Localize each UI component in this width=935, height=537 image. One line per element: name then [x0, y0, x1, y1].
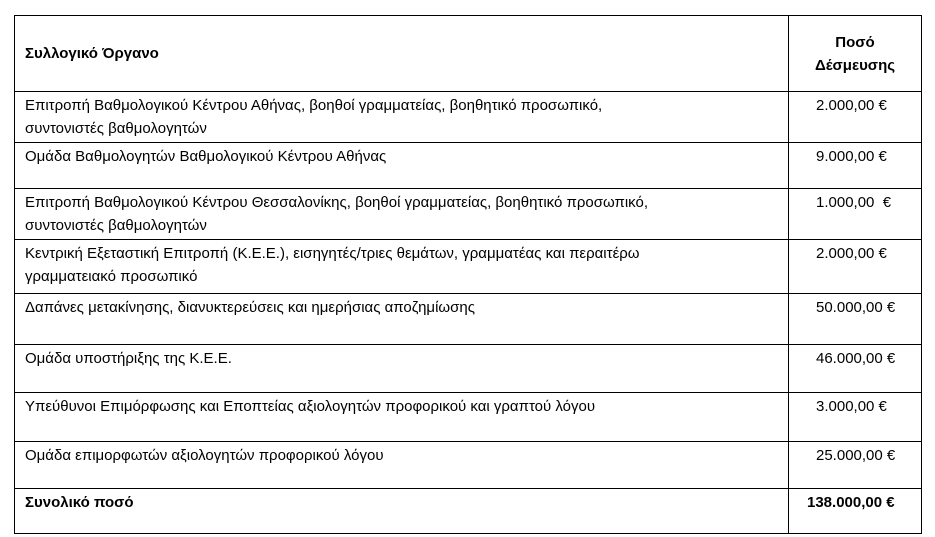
- header-amount-line1: Ποσό: [835, 33, 875, 51]
- row-description: [15, 92, 789, 143]
- row-description-line1: Ομάδα επιμορφωτών αξιολογητών προφορικού λόγου: [25, 447, 384, 464]
- row-description-line1: Ομάδα υποστήριξης της Κ.Ε.Ε.: [25, 350, 232, 367]
- row-amount: 2.000,00 €: [789, 240, 922, 294]
- row-description: [15, 143, 789, 189]
- row-description-line1: Επιτροπή Βαθμολογικού Κέντρου Αθήνας, βοηθοί γραμματείας, βοηθητικό προσωπικό,: [25, 97, 603, 114]
- header-amount-line2: Δέσμευσης: [814, 56, 896, 74]
- row-description: [15, 393, 789, 442]
- row-description: [15, 240, 789, 294]
- table-header-row: [15, 16, 922, 92]
- table-row: [15, 345, 922, 393]
- table-row: [15, 92, 922, 143]
- row-amount: 3.000,00 €: [789, 393, 922, 442]
- table-row: [15, 442, 922, 489]
- table-row: [15, 143, 922, 189]
- table-row: [15, 240, 922, 294]
- header-commitment-amount: [789, 16, 922, 92]
- row-description-line2: γραμματειακό προσωπικό: [25, 268, 198, 285]
- row-description-line1: Ομάδα Βαθμολογητών Βαθμολογικού Κέντρου Αθήνας: [25, 148, 387, 165]
- row-description-line2: συντονιστές βαθμολογητών: [25, 120, 207, 137]
- row-description: [15, 345, 789, 393]
- row-description-line2: συντονιστές βαθμολογητών: [25, 217, 207, 234]
- table-row: [15, 393, 922, 442]
- row-description: [15, 294, 789, 345]
- row-description-line1: Υπεύθυνοι Επιμόρφωσης και Εποπτείας αξιολογητών προφορικού και γραπτού λόγου: [25, 398, 596, 415]
- total-row: [15, 489, 922, 534]
- row-amount: 50.000,00 €: [789, 294, 922, 345]
- row-amount: 1.000,00 €: [789, 189, 922, 240]
- row-amount: 9.000,00 €: [789, 143, 922, 189]
- table-row: [15, 189, 922, 240]
- total-label: Συνολικό ποσό: [15, 489, 789, 534]
- table-row: [15, 294, 922, 345]
- row-amount: 25.000,00 €: [789, 442, 922, 489]
- row-amount: 2.000,00 €: [789, 92, 922, 143]
- row-description-line1: Δαπάνες μετακίνησης, διανυκτερεύσεις και ημερήσιας αποζημίωσης: [25, 299, 475, 316]
- row-description-line1: Κεντρική Εξεταστική Επιτροπή (Κ.Ε.Ε.), εισηγητές/τριες θεμάτων, γραμματέας και περαιτέρω: [25, 245, 640, 262]
- total-amount: 138.000,00 €: [789, 489, 922, 534]
- budget-table: [14, 15, 922, 534]
- row-description: [15, 189, 789, 240]
- row-description: [15, 442, 789, 489]
- row-description-line1: Επιτροπή Βαθμολογικού Κέντρου Θεσσαλονίκης, βοηθοί γραμματείας, βοηθητικό προσωπικό,: [25, 194, 648, 211]
- row-amount: 46.000,00 €: [789, 345, 922, 393]
- header-collective-body: Συλλογικό Όργανο: [15, 16, 789, 92]
